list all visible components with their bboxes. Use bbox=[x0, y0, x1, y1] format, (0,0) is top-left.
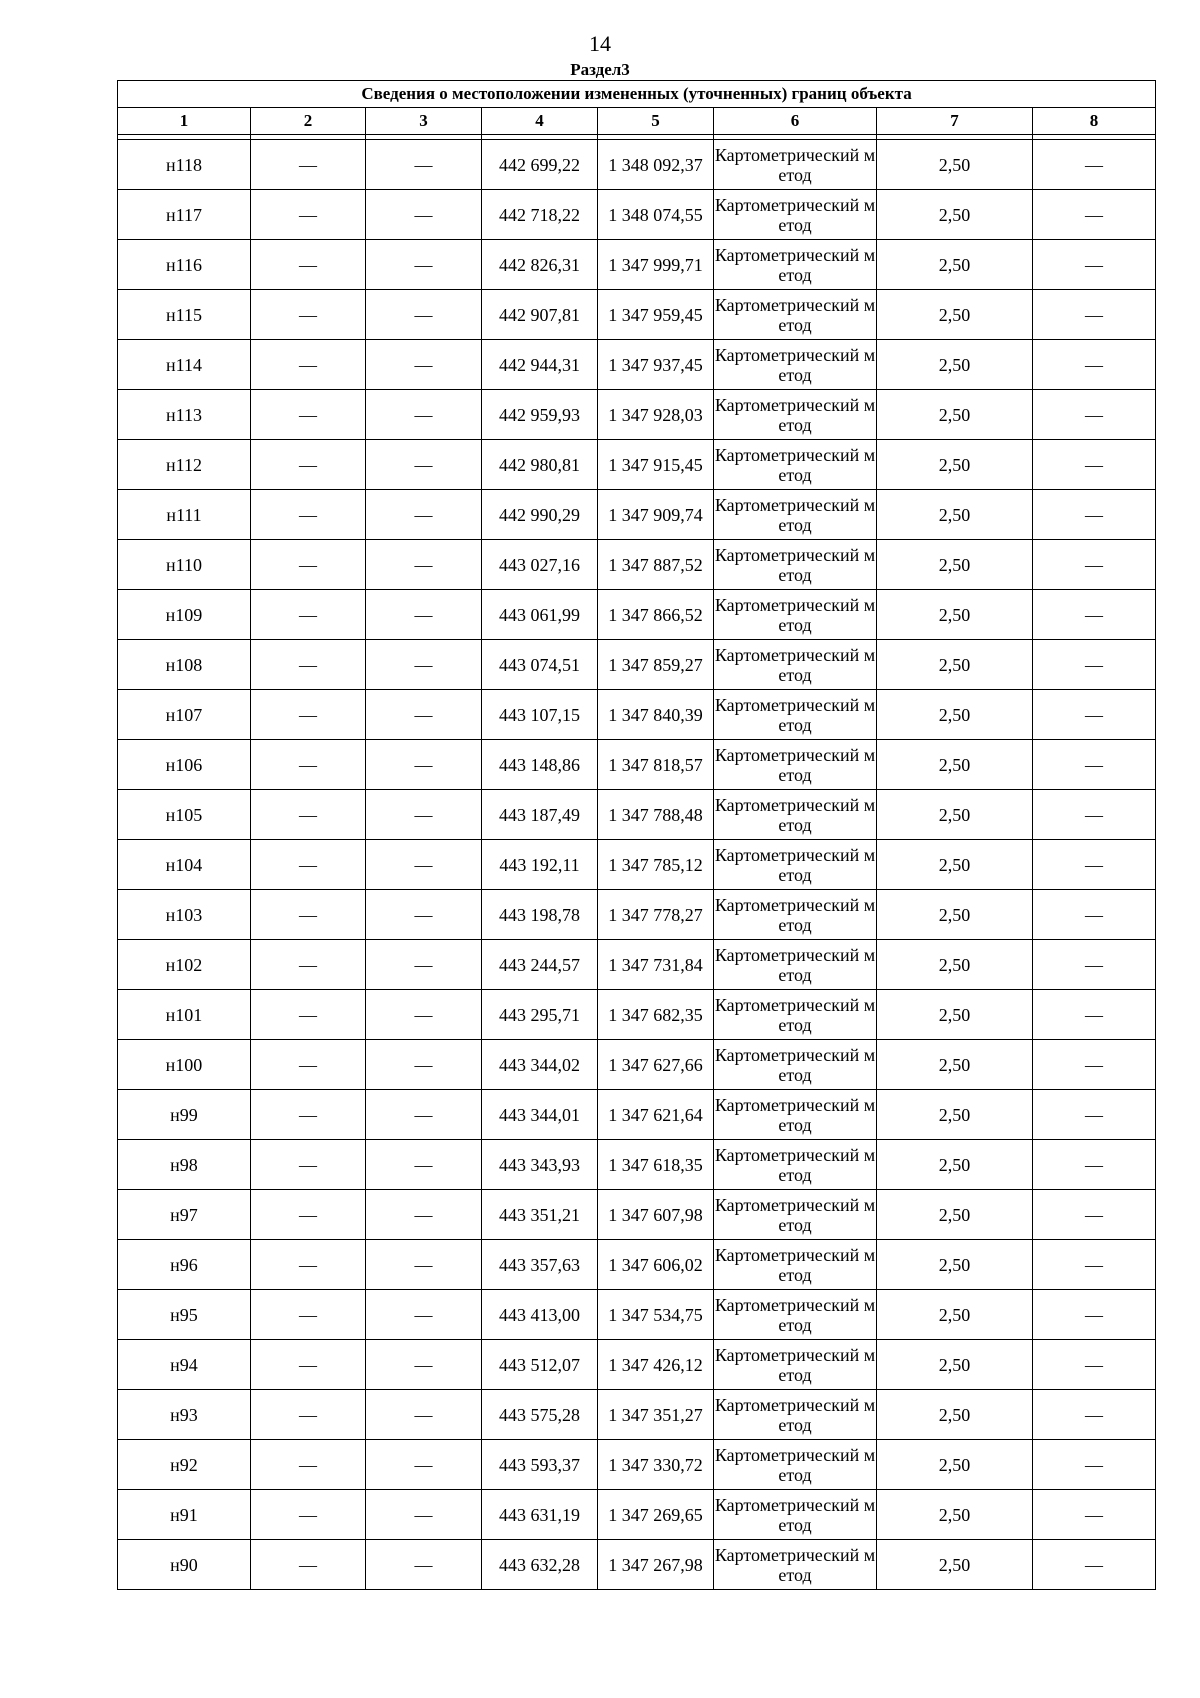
column-8-cell: — bbox=[1033, 1040, 1156, 1090]
column-2-cell: — bbox=[251, 1190, 366, 1240]
column-number: 2 bbox=[251, 108, 366, 135]
x-coordinate-cell: 443 027,16 bbox=[482, 540, 598, 590]
table-row bbox=[118, 140, 1156, 190]
table-row bbox=[118, 1040, 1156, 1090]
y-coordinate-cell: 1 348 092,37 bbox=[598, 140, 714, 190]
column-3-cell: — bbox=[366, 1140, 482, 1190]
accuracy-cell: 2,50 bbox=[877, 1540, 1033, 1590]
point-number-cell: н92 bbox=[118, 1440, 251, 1490]
accuracy-cell: 2,50 bbox=[877, 1040, 1033, 1090]
accuracy-cell: 2,50 bbox=[877, 1440, 1033, 1490]
x-coordinate-cell: 443 631,19 bbox=[482, 1490, 598, 1540]
column-2-cell: — bbox=[251, 690, 366, 740]
accuracy-cell: 2,50 bbox=[877, 840, 1033, 890]
x-coordinate-cell: 443 343,93 bbox=[482, 1140, 598, 1190]
point-number-cell: н105 bbox=[118, 790, 251, 840]
method-cell: Картометрический метод bbox=[714, 990, 877, 1040]
x-coordinate-cell: 442 699,22 bbox=[482, 140, 598, 190]
column-3-cell: — bbox=[366, 990, 482, 1040]
column-3-cell: — bbox=[366, 490, 482, 540]
section-title: Раздел3 bbox=[570, 60, 630, 79]
accuracy-cell: 2,50 bbox=[877, 440, 1033, 490]
column-8-cell: — bbox=[1033, 340, 1156, 390]
accuracy-cell: 2,50 bbox=[877, 590, 1033, 640]
method-cell: Картометрический метод bbox=[714, 640, 877, 690]
table-row bbox=[118, 1290, 1156, 1340]
x-coordinate-cell: 443 357,63 bbox=[482, 1240, 598, 1290]
column-8-cell: — bbox=[1033, 640, 1156, 690]
point-number-cell: н115 bbox=[118, 290, 251, 340]
column-3-cell: — bbox=[366, 1540, 482, 1590]
y-coordinate-cell: 1 347 778,27 bbox=[598, 890, 714, 940]
point-number-cell: н97 bbox=[118, 1190, 251, 1240]
column-8-cell: — bbox=[1033, 890, 1156, 940]
point-number-cell: н117 bbox=[118, 190, 251, 240]
accuracy-cell: 2,50 bbox=[877, 990, 1033, 1040]
column-3-cell: — bbox=[366, 240, 482, 290]
column-8-cell: — bbox=[1033, 690, 1156, 740]
table-row bbox=[118, 990, 1156, 1040]
point-number-cell: н110 bbox=[118, 540, 251, 590]
table-row bbox=[118, 1190, 1156, 1240]
table-row bbox=[118, 640, 1156, 690]
column-2-cell: — bbox=[251, 540, 366, 590]
column-8-cell: — bbox=[1033, 840, 1156, 890]
y-coordinate-cell: 1 347 618,35 bbox=[598, 1140, 714, 1190]
table-row bbox=[118, 290, 1156, 340]
table-row bbox=[118, 590, 1156, 640]
column-3-cell: — bbox=[366, 690, 482, 740]
point-number-cell: н94 bbox=[118, 1340, 251, 1390]
column-3-cell: — bbox=[366, 440, 482, 490]
column-number: 3 bbox=[366, 108, 482, 135]
accuracy-cell: 2,50 bbox=[877, 1140, 1033, 1190]
method-cell: Картометрический метод bbox=[714, 940, 877, 990]
column-8-cell: — bbox=[1033, 190, 1156, 240]
method-cell: Картометрический метод bbox=[714, 140, 877, 190]
point-number-cell: н95 bbox=[118, 1290, 251, 1340]
method-cell: Картометрический метод bbox=[714, 740, 877, 790]
x-coordinate-cell: 443 148,86 bbox=[482, 740, 598, 790]
method-cell: Картометрический метод bbox=[714, 390, 877, 440]
column-8-cell: — bbox=[1033, 1240, 1156, 1290]
column-2-cell: — bbox=[251, 290, 366, 340]
x-coordinate-cell: 442 980,81 bbox=[482, 440, 598, 490]
method-cell: Картометрический метод bbox=[714, 1090, 877, 1140]
table-row bbox=[118, 190, 1156, 240]
column-3-cell: — bbox=[366, 590, 482, 640]
x-coordinate-cell: 442 959,93 bbox=[482, 390, 598, 440]
point-number-cell: н112 bbox=[118, 440, 251, 490]
column-8-cell: — bbox=[1033, 440, 1156, 490]
x-coordinate-cell: 443 344,02 bbox=[482, 1040, 598, 1090]
method-cell: Картометрический метод bbox=[714, 190, 877, 240]
y-coordinate-cell: 1 347 959,45 bbox=[598, 290, 714, 340]
x-coordinate-cell: 443 187,49 bbox=[482, 790, 598, 840]
y-coordinate-cell: 1 347 269,65 bbox=[598, 1490, 714, 1540]
x-coordinate-cell: 443 344,01 bbox=[482, 1090, 598, 1140]
point-number-cell: н99 bbox=[118, 1090, 251, 1140]
accuracy-cell: 2,50 bbox=[877, 1490, 1033, 1540]
column-3-cell: — bbox=[366, 940, 482, 990]
column-2-cell: — bbox=[251, 840, 366, 890]
x-coordinate-cell: 443 198,78 bbox=[482, 890, 598, 940]
y-coordinate-cell: 1 347 909,74 bbox=[598, 490, 714, 540]
method-cell: Картометрический метод bbox=[714, 1540, 877, 1590]
column-number: 8 bbox=[1033, 108, 1156, 135]
column-3-cell: — bbox=[366, 1090, 482, 1140]
column-2-cell: — bbox=[251, 1390, 366, 1440]
column-8-cell: — bbox=[1033, 940, 1156, 990]
method-cell: Картометрический метод bbox=[714, 590, 877, 640]
y-coordinate-cell: 1 347 915,45 bbox=[598, 440, 714, 490]
point-number-cell: н113 bbox=[118, 390, 251, 440]
table-row bbox=[118, 940, 1156, 990]
column-number: 4 bbox=[482, 108, 598, 135]
y-coordinate-cell: 1 347 606,02 bbox=[598, 1240, 714, 1290]
page-number: 14 bbox=[589, 31, 611, 56]
column-2-cell: — bbox=[251, 890, 366, 940]
table-row bbox=[118, 1340, 1156, 1390]
y-coordinate-cell: 1 347 621,64 bbox=[598, 1090, 714, 1140]
column-3-cell: — bbox=[366, 190, 482, 240]
column-8-cell: — bbox=[1033, 1190, 1156, 1240]
method-cell: Картометрический метод bbox=[714, 1390, 877, 1440]
point-number-cell: н107 bbox=[118, 690, 251, 740]
column-8-cell: — bbox=[1033, 1340, 1156, 1390]
x-coordinate-cell: 443 295,71 bbox=[482, 990, 598, 1040]
column-8-cell: — bbox=[1033, 140, 1156, 190]
method-cell: Картометрический метод bbox=[714, 1290, 877, 1340]
column-2-cell: — bbox=[251, 490, 366, 540]
point-number-cell: н103 bbox=[118, 890, 251, 940]
column-2-cell: — bbox=[251, 590, 366, 640]
y-coordinate-cell: 1 347 351,27 bbox=[598, 1390, 714, 1440]
method-cell: Картометрический метод bbox=[714, 1440, 877, 1490]
x-coordinate-cell: 443 413,00 bbox=[482, 1290, 598, 1340]
column-2-cell: — bbox=[251, 1340, 366, 1390]
column-2-cell: — bbox=[251, 1290, 366, 1340]
table-row bbox=[118, 790, 1156, 840]
point-number-cell: н102 bbox=[118, 940, 251, 990]
column-3-cell: — bbox=[366, 640, 482, 690]
column-2-cell: — bbox=[251, 140, 366, 190]
accuracy-cell: 2,50 bbox=[877, 940, 1033, 990]
column-2-cell: — bbox=[251, 790, 366, 840]
y-coordinate-cell: 1 347 866,52 bbox=[598, 590, 714, 640]
column-8-cell: — bbox=[1033, 1540, 1156, 1590]
column-2-cell: — bbox=[251, 640, 366, 690]
accuracy-cell: 2,50 bbox=[877, 190, 1033, 240]
column-number: 6 bbox=[714, 108, 877, 135]
point-number-cell: н90 bbox=[118, 1540, 251, 1590]
table-row bbox=[118, 1540, 1156, 1590]
column-3-cell: — bbox=[366, 1440, 482, 1490]
column-2-cell: — bbox=[251, 1440, 366, 1490]
accuracy-cell: 2,50 bbox=[877, 390, 1033, 440]
accuracy-cell: 2,50 bbox=[877, 890, 1033, 940]
column-3-cell: — bbox=[366, 890, 482, 940]
accuracy-cell: 2,50 bbox=[877, 490, 1033, 540]
accuracy-cell: 2,50 bbox=[877, 1240, 1033, 1290]
column-2-cell: — bbox=[251, 1040, 366, 1090]
column-3-cell: — bbox=[366, 390, 482, 440]
x-coordinate-cell: 443 061,99 bbox=[482, 590, 598, 640]
point-number-cell: н96 bbox=[118, 1240, 251, 1290]
table-caption: Сведения о местоположении измененных (уточненных) границ объекта bbox=[118, 81, 1156, 108]
y-coordinate-cell: 1 347 840,39 bbox=[598, 690, 714, 740]
x-coordinate-cell: 443 575,28 bbox=[482, 1390, 598, 1440]
y-coordinate-cell: 1 347 534,75 bbox=[598, 1290, 714, 1340]
table-row bbox=[118, 740, 1156, 790]
x-coordinate-cell: 442 944,31 bbox=[482, 340, 598, 390]
table-row bbox=[118, 1490, 1156, 1540]
method-cell: Картометрический метод bbox=[714, 840, 877, 890]
method-cell: Картометрический метод bbox=[714, 440, 877, 490]
accuracy-cell: 2,50 bbox=[877, 340, 1033, 390]
method-cell: Картометрический метод bbox=[714, 1240, 877, 1290]
column-2-cell: — bbox=[251, 990, 366, 1040]
column-3-cell: — bbox=[366, 1390, 482, 1440]
method-cell: Картометрический метод bbox=[714, 1190, 877, 1240]
accuracy-cell: 2,50 bbox=[877, 540, 1033, 590]
column-2-cell: — bbox=[251, 390, 366, 440]
point-number-cell: н93 bbox=[118, 1390, 251, 1440]
point-number-cell: н118 bbox=[118, 140, 251, 190]
boundary-coordinates-table bbox=[117, 80, 1156, 1590]
x-coordinate-cell: 442 718,22 bbox=[482, 190, 598, 240]
y-coordinate-cell: 1 347 999,71 bbox=[598, 240, 714, 290]
accuracy-cell: 2,50 bbox=[877, 640, 1033, 690]
x-coordinate-cell: 442 907,81 bbox=[482, 290, 598, 340]
column-3-cell: — bbox=[366, 540, 482, 590]
column-3-cell: — bbox=[366, 1040, 482, 1090]
accuracy-cell: 2,50 bbox=[877, 1290, 1033, 1340]
table-row bbox=[118, 1440, 1156, 1490]
column-2-cell: — bbox=[251, 1490, 366, 1540]
column-3-cell: — bbox=[366, 1240, 482, 1290]
point-number-cell: н100 bbox=[118, 1040, 251, 1090]
table-row bbox=[118, 540, 1156, 590]
method-cell: Картометрический метод bbox=[714, 690, 877, 740]
y-coordinate-cell: 1 347 818,57 bbox=[598, 740, 714, 790]
table-row bbox=[118, 1090, 1156, 1140]
column-3-cell: — bbox=[366, 740, 482, 790]
x-coordinate-cell: 443 632,28 bbox=[482, 1540, 598, 1590]
table-row bbox=[118, 1240, 1156, 1290]
method-cell: Картометрический метод bbox=[714, 1490, 877, 1540]
column-2-cell: — bbox=[251, 1240, 366, 1290]
point-number-cell: н109 bbox=[118, 590, 251, 640]
column-8-cell: — bbox=[1033, 1390, 1156, 1440]
column-3-cell: — bbox=[366, 290, 482, 340]
point-number-cell: н91 bbox=[118, 1490, 251, 1540]
x-coordinate-cell: 443 593,37 bbox=[482, 1440, 598, 1490]
x-coordinate-cell: 442 826,31 bbox=[482, 240, 598, 290]
y-coordinate-cell: 1 347 937,45 bbox=[598, 340, 714, 390]
column-2-cell: — bbox=[251, 1090, 366, 1140]
y-coordinate-cell: 1 347 267,98 bbox=[598, 1540, 714, 1590]
y-coordinate-cell: 1 347 607,98 bbox=[598, 1190, 714, 1240]
table-row bbox=[118, 690, 1156, 740]
column-8-cell: — bbox=[1033, 1440, 1156, 1490]
y-coordinate-cell: 1 348 074,55 bbox=[598, 190, 714, 240]
table-row bbox=[118, 490, 1156, 540]
method-cell: Картометрический метод bbox=[714, 540, 877, 590]
point-number-cell: н98 bbox=[118, 1140, 251, 1190]
accuracy-cell: 2,50 bbox=[877, 1090, 1033, 1140]
accuracy-cell: 2,50 bbox=[877, 240, 1033, 290]
column-2-cell: — bbox=[251, 240, 366, 290]
column-2-cell: — bbox=[251, 340, 366, 390]
y-coordinate-cell: 1 347 928,03 bbox=[598, 390, 714, 440]
column-3-cell: — bbox=[366, 140, 482, 190]
y-coordinate-cell: 1 347 785,12 bbox=[598, 840, 714, 890]
table-row bbox=[118, 890, 1156, 940]
column-3-cell: — bbox=[366, 1340, 482, 1390]
accuracy-cell: 2,50 bbox=[877, 740, 1033, 790]
column-2-cell: — bbox=[251, 1540, 366, 1590]
column-8-cell: — bbox=[1033, 540, 1156, 590]
point-number-cell: н108 bbox=[118, 640, 251, 690]
column-8-cell: — bbox=[1033, 390, 1156, 440]
column-8-cell: — bbox=[1033, 590, 1156, 640]
column-8-cell: — bbox=[1033, 740, 1156, 790]
accuracy-cell: 2,50 bbox=[877, 1340, 1033, 1390]
column-8-cell: — bbox=[1033, 1140, 1156, 1190]
column-number: 5 bbox=[598, 108, 714, 135]
accuracy-cell: 2,50 bbox=[877, 140, 1033, 190]
x-coordinate-cell: 443 074,51 bbox=[482, 640, 598, 690]
method-cell: Картометрический метод bbox=[714, 1140, 877, 1190]
table-row bbox=[118, 390, 1156, 440]
table-row bbox=[118, 340, 1156, 390]
point-number-cell: н106 bbox=[118, 740, 251, 790]
column-3-cell: — bbox=[366, 790, 482, 840]
method-cell: Картометрический метод bbox=[714, 490, 877, 540]
accuracy-cell: 2,50 bbox=[877, 290, 1033, 340]
method-cell: Картометрический метод bbox=[714, 340, 877, 390]
y-coordinate-cell: 1 347 887,52 bbox=[598, 540, 714, 590]
column-8-cell: — bbox=[1033, 240, 1156, 290]
column-2-cell: — bbox=[251, 1140, 366, 1190]
method-cell: Картометрический метод bbox=[714, 290, 877, 340]
column-8-cell: — bbox=[1033, 1290, 1156, 1340]
method-cell: Картометрический метод bbox=[714, 1040, 877, 1090]
x-coordinate-cell: 443 244,57 bbox=[482, 940, 598, 990]
method-cell: Картометрический метод bbox=[714, 1340, 877, 1390]
table-row bbox=[118, 1140, 1156, 1190]
y-coordinate-cell: 1 347 731,84 bbox=[598, 940, 714, 990]
x-coordinate-cell: 443 351,21 bbox=[482, 1190, 598, 1240]
point-number-cell: н114 bbox=[118, 340, 251, 390]
point-number-cell: н111 bbox=[118, 490, 251, 540]
column-2-cell: — bbox=[251, 190, 366, 240]
column-8-cell: — bbox=[1033, 990, 1156, 1040]
y-coordinate-cell: 1 347 330,72 bbox=[598, 1440, 714, 1490]
point-number-cell: н104 bbox=[118, 840, 251, 890]
column-number: 7 bbox=[877, 108, 1033, 135]
x-coordinate-cell: 442 990,29 bbox=[482, 490, 598, 540]
point-number-cell: н101 bbox=[118, 990, 251, 1040]
column-8-cell: — bbox=[1033, 1490, 1156, 1540]
x-coordinate-cell: 443 512,07 bbox=[482, 1340, 598, 1390]
method-cell: Картометрический метод bbox=[714, 240, 877, 290]
table-row bbox=[118, 840, 1156, 890]
y-coordinate-cell: 1 347 426,12 bbox=[598, 1340, 714, 1390]
column-3-cell: — bbox=[366, 1490, 482, 1540]
x-coordinate-cell: 443 192,11 bbox=[482, 840, 598, 890]
table-row bbox=[118, 1390, 1156, 1440]
column-2-cell: — bbox=[251, 940, 366, 990]
y-coordinate-cell: 1 347 627,66 bbox=[598, 1040, 714, 1090]
table-body bbox=[118, 140, 1156, 1590]
column-8-cell: — bbox=[1033, 290, 1156, 340]
column-8-cell: — bbox=[1033, 490, 1156, 540]
column-3-cell: — bbox=[366, 1190, 482, 1240]
method-cell: Картометрический метод bbox=[714, 790, 877, 840]
y-coordinate-cell: 1 347 859,27 bbox=[598, 640, 714, 690]
y-coordinate-cell: 1 347 788,48 bbox=[598, 790, 714, 840]
method-cell: Картометрический метод bbox=[714, 890, 877, 940]
accuracy-cell: 2,50 bbox=[877, 1390, 1033, 1440]
table-row bbox=[118, 240, 1156, 290]
column-3-cell: — bbox=[366, 340, 482, 390]
column-number: 1 bbox=[118, 108, 251, 135]
column-3-cell: — bbox=[366, 1290, 482, 1340]
accuracy-cell: 2,50 bbox=[877, 790, 1033, 840]
point-number-cell: н116 bbox=[118, 240, 251, 290]
accuracy-cell: 2,50 bbox=[877, 690, 1033, 740]
column-2-cell: — bbox=[251, 440, 366, 490]
x-coordinate-cell: 443 107,15 bbox=[482, 690, 598, 740]
column-8-cell: — bbox=[1033, 790, 1156, 840]
column-8-cell: — bbox=[1033, 1090, 1156, 1140]
column-3-cell: — bbox=[366, 840, 482, 890]
table-row bbox=[118, 440, 1156, 490]
y-coordinate-cell: 1 347 682,35 bbox=[598, 990, 714, 1040]
accuracy-cell: 2,50 bbox=[877, 1190, 1033, 1240]
column-2-cell: — bbox=[251, 740, 366, 790]
